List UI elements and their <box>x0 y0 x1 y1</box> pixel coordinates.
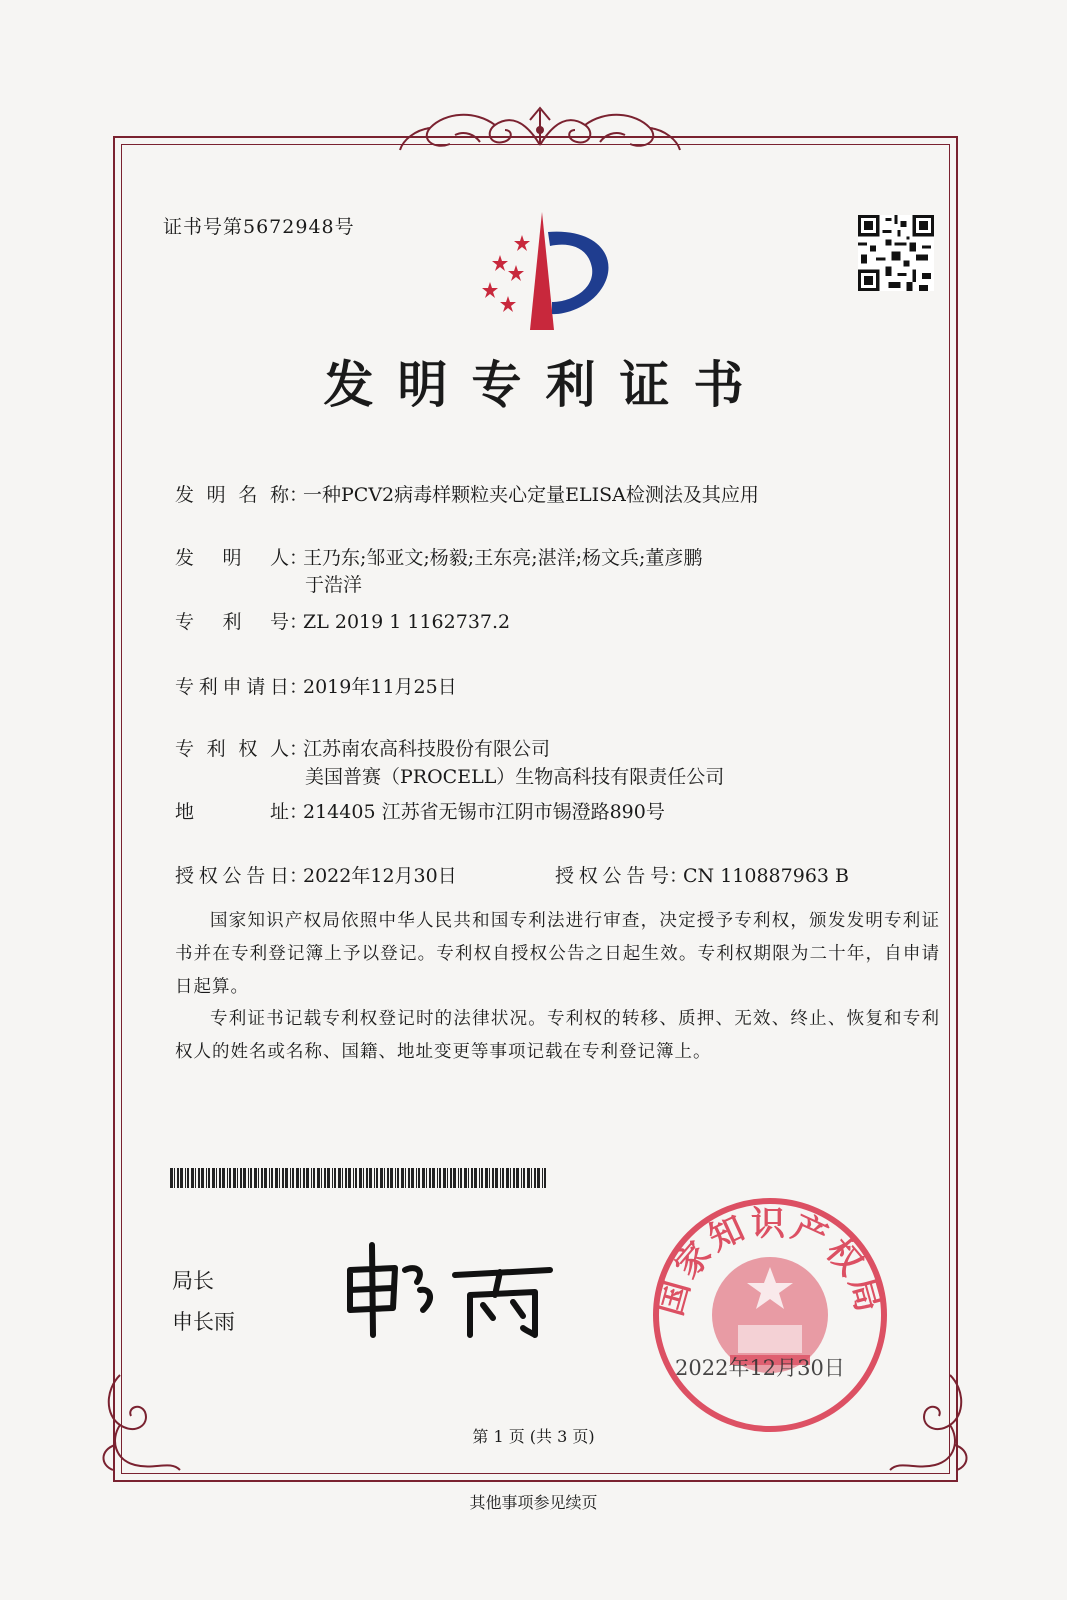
top-ornament <box>395 100 685 160</box>
patent-number-value: ZL 2019 1 1162737.2 <box>303 611 511 633</box>
certificate-title: 发明专利证书 <box>323 355 768 414</box>
patent-number-label: 专利号 <box>175 611 289 633</box>
director-name: 申长雨 <box>172 1310 235 1334</box>
patentee-value-line1: 江苏南农高科技股份有限公司 <box>303 738 551 760</box>
inventors-value-line1: 王乃东;邹亚文;杨毅;王东亮;湛洋;杨文兵;董彦鹏 <box>303 547 703 569</box>
grant-number-label: 授权公告号 <box>555 865 669 887</box>
director-title: 局长 <box>172 1269 214 1293</box>
body-paragraph-1: 国家知识产权局依照中华人民共和国专利法进行审查，决定授予专利权，颁发发明专利证书并在专利登记簿上予以登记。专利权自授权公告之日起生效。专利权期限为二十年，自申请日起算。 <box>175 911 940 997</box>
grant-number-row: 授权公告号：CN 110887963 B <box>555 861 849 888</box>
footer-note: 其他事项参见续页 <box>469 1493 598 1512</box>
patentee-row: 专利权人：江苏南农高科技股份有限公司 <box>175 734 550 761</box>
patentee-value-line2: 美国普赛（PROCELL）生物高科技有限责任公司 <box>305 766 725 788</box>
inventors-label: 发明人 <box>175 547 289 569</box>
application-date-label: 专利申请日 <box>175 676 289 698</box>
invention-name-value: 一种PCV2病毒样颗粒夹心定量ELISA检测法及其应用 <box>303 484 759 506</box>
grant-date-label: 授权公告日 <box>175 865 289 887</box>
invention-name-row: 发明名称：一种PCV2病毒样颗粒夹心定量ELISA检测法及其应用 <box>175 480 759 507</box>
page-indicator: 第 1 页 (共 3 页) <box>472 1427 595 1446</box>
patentee-label: 专利权人 <box>175 738 289 760</box>
inventors-value-line2: 于浩洋 <box>305 574 363 596</box>
grant-date-row: 授权公告日：2022年12月30日 <box>175 861 457 888</box>
address-label: 地址 <box>175 801 289 823</box>
address-row: 地址：214405 江苏省无锡市江阴市锡澄路890号 <box>175 797 665 824</box>
cnipa-logo-icon <box>470 210 620 335</box>
inventors-row: 发明人：王乃东;邹亚文;杨毅;王东亮;湛洋;杨文兵;董彦鹏 <box>175 543 702 570</box>
address-value: 214405 江苏省无锡市江阴市锡澄路890号 <box>303 801 665 823</box>
barcode-icon <box>170 1168 550 1188</box>
invention-name-label: 发明名称 <box>175 484 289 506</box>
body-paragraph-2: 专利证书记载专利权登记时的法律状况。专利权的转移、质押、无效、终止、恢复和专利权人的姓名或名称、国籍、地址变更等事项记载在专利登记簿上。 <box>175 1009 940 1062</box>
director-signature <box>335 1240 565 1340</box>
seal-date: 2022年12月30日 <box>675 1356 845 1380</box>
patent-number-row: 专利号：ZL 2019 1 1162737.2 <box>175 607 510 634</box>
seal-text: 国家知识产权局 <box>650 1204 890 1321</box>
grant-number-value: CN 110887963 B <box>683 865 849 887</box>
application-date-row: 专利申请日：2019年11月25日 <box>175 672 457 699</box>
certificate-number: 证书号第5672948号 <box>163 216 355 238</box>
grant-date-value: 2022年12月30日 <box>303 865 457 887</box>
application-date-value: 2019年11月25日 <box>303 676 457 698</box>
qr-code-icon <box>858 215 934 291</box>
national-ip-office-seal <box>650 1195 890 1435</box>
